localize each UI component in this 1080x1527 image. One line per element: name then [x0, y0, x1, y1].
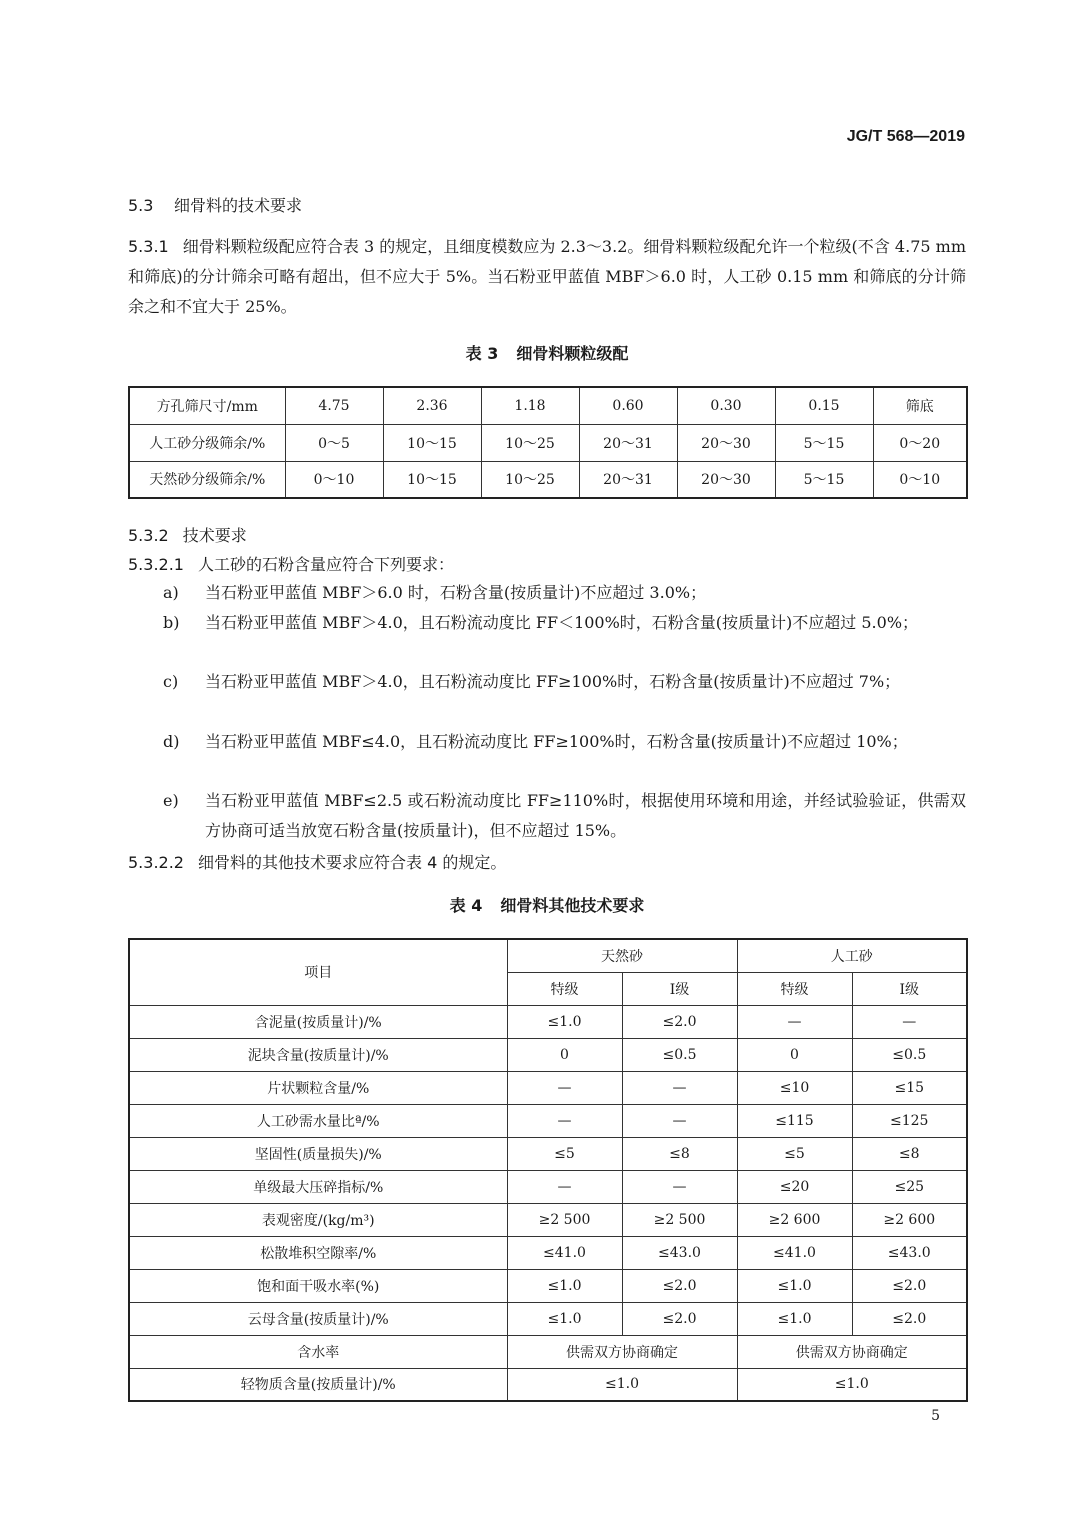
row-header-cell: 含水率: [129, 1335, 507, 1368]
table-cell: —: [622, 1104, 737, 1137]
row-header-cell: 云母含量(按质量计)/%: [129, 1302, 507, 1335]
table-row: [129, 1071, 967, 1104]
table-cell: 4.75: [285, 387, 383, 424]
table-row: [129, 424, 967, 461]
table-cell: 10～15: [383, 461, 481, 498]
list-item-text: 当石粉亚甲蓝值 MBF＞4.0，且石粉流动度比 FF≥100%时，石粉含量(按质量计)不应超过 7%；: [205, 672, 901, 691]
table-cell: ≤1.0: [507, 1269, 622, 1302]
row-header-cell: 人工砂分级筛余/%: [129, 424, 285, 461]
header-natural-sand: 天然砂: [507, 939, 737, 972]
table-cell: 20～30: [677, 461, 775, 498]
table-cell: ≤0.5: [852, 1038, 967, 1071]
list-item-label: d): [163, 732, 180, 751]
table-row: [129, 1005, 967, 1038]
header-grade: Ⅰ级: [622, 972, 737, 1005]
table-3: [128, 386, 968, 499]
table-row: [129, 1302, 967, 1335]
table-cell: —: [622, 1071, 737, 1104]
table-cell: ≤5: [737, 1137, 852, 1170]
section-5-3-2-2: [128, 850, 506, 873]
table-cell: 筛底: [873, 387, 967, 424]
table-row: [129, 1137, 967, 1170]
table-cell: 2.36: [383, 387, 481, 424]
row-header-cell: 方孔筛尺寸/mm: [129, 387, 285, 424]
list-item-text: 当石粉亚甲蓝值 MBF≤4.0，且石粉流动度比 FF≥100%时，石粉含量(按质量计)不应超过 10%；: [205, 732, 908, 751]
table-cell: ≤2.0: [852, 1302, 967, 1335]
merged-cell: 供需双方协商确定: [737, 1335, 967, 1368]
table-cell: 20～30: [677, 424, 775, 461]
table-cell: —: [622, 1170, 737, 1203]
table-cell: —: [507, 1071, 622, 1104]
row-header-cell: 坚固性(质量损失)/%: [129, 1137, 507, 1170]
row-header-cell: 饱和面干吸水率(%): [129, 1269, 507, 1302]
table-cell: —: [737, 1005, 852, 1038]
list-item: [163, 578, 966, 608]
table-cell: ≤10: [737, 1071, 852, 1104]
list-item-label: a): [163, 583, 179, 602]
table-cell: 10～25: [481, 461, 579, 498]
list-item: [163, 786, 966, 846]
clause-number: 5.3.1: [128, 237, 169, 256]
table-4-caption: [128, 893, 966, 916]
table-cell: ≤5: [507, 1137, 622, 1170]
table-cell: 10～25: [481, 424, 579, 461]
table-cell: ≤20: [737, 1170, 852, 1203]
row-header-cell: 片状颗粒含量/%: [129, 1071, 507, 1104]
table-cell: ≤41.0: [507, 1236, 622, 1269]
row-header-cell: 表观密度/(kg/m³): [129, 1203, 507, 1236]
table-row: [129, 1236, 967, 1269]
table-cell: 0～20: [873, 424, 967, 461]
clause-number: 5.3.2.1: [128, 555, 184, 574]
table-cell: ≤25: [852, 1170, 967, 1203]
clause-title: 人工砂的石粉含量应符合下列要求：: [197, 555, 454, 574]
table-4-number: 表 4: [449, 896, 483, 915]
table-cell: ≤8: [622, 1137, 737, 1170]
header-grade: 特级: [507, 972, 622, 1005]
table-cell: ≤2.0: [622, 1302, 737, 1335]
table-4-title: 细骨料其他技术要求: [500, 896, 645, 915]
clause-number: 5.3.2.2: [128, 853, 184, 872]
table-3-title: 细骨料颗粒级配: [516, 344, 629, 363]
section-5-3-2: [128, 523, 247, 546]
clause-title: 细骨料的其他技术要求应符合表 4 的规定。: [197, 853, 507, 872]
table-cell: ≤2.0: [622, 1005, 737, 1038]
row-header-cell: 天然砂分级筛余/%: [129, 461, 285, 498]
header-item: 项目: [129, 939, 507, 1005]
row-header-cell: 含泥量(按质量计)/%: [129, 1005, 507, 1038]
merged-cell: ≤1.0: [737, 1368, 967, 1401]
merged-cell: ≤1.0: [507, 1368, 737, 1401]
table-cell: 5～15: [775, 461, 873, 498]
row-header-cell: 泥块含量(按质量计)/%: [129, 1038, 507, 1071]
section-5-3-2-1: [128, 552, 454, 575]
table-cell: ≤8: [852, 1137, 967, 1170]
row-header-cell: 松散堆积空隙率/%: [129, 1236, 507, 1269]
table-row: [129, 1269, 967, 1302]
table-cell: ≥2 600: [737, 1203, 852, 1236]
row-header-cell: 单级最大压碎指标/%: [129, 1170, 507, 1203]
paragraph-5-3-1: [128, 232, 966, 322]
standard-code: JG/T 568—2019: [846, 128, 965, 145]
section-title: 细骨料的技术要求: [174, 196, 303, 215]
merged-cell: 供需双方协商确定: [507, 1335, 737, 1368]
table-cell: ≥2 600: [852, 1203, 967, 1236]
table-4: [128, 938, 968, 1402]
table-cell: 20～31: [579, 461, 677, 498]
table-cell: ≤43.0: [622, 1236, 737, 1269]
list-item-text: 当石粉亚甲蓝值 MBF≤2.5 或石粉流动度比 FF≥110%时，根据使用环境和用途，并经试验验证，供需双方协商可适当放宽石粉含量(按质量计)，但不应超过 15%。: [205, 791, 966, 840]
table-cell: 0: [737, 1038, 852, 1071]
table-row: [129, 1104, 967, 1137]
section-number: 5.3: [128, 196, 154, 215]
list-item-label: b): [163, 613, 180, 632]
table-cell: ≤15: [852, 1071, 967, 1104]
table-cell: 0～5: [285, 424, 383, 461]
list-item-label: c): [163, 672, 179, 691]
table-cell: 1.18: [481, 387, 579, 424]
table-row: [129, 1335, 967, 1368]
table-cell: ≤1.0: [507, 1302, 622, 1335]
table-cell: ≤2.0: [852, 1269, 967, 1302]
table-cell: ≤43.0: [852, 1236, 967, 1269]
table-row: [129, 1203, 967, 1236]
list-item-text: 当石粉亚甲蓝值 MBF＞4.0，且石粉流动度比 FF＜100%时，石粉含量(按质量计)不应超过 5.0%；: [205, 613, 919, 632]
table-cell: ≤41.0: [737, 1236, 852, 1269]
list-item-label: e): [163, 791, 179, 810]
list-item: [163, 667, 966, 697]
table-cell: ≤0.5: [622, 1038, 737, 1071]
page-number: 5: [931, 1408, 940, 1424]
table-cell: 0.30: [677, 387, 775, 424]
section-heading: [128, 193, 302, 216]
table-cell: ≤1.0: [737, 1302, 852, 1335]
table-row: [129, 461, 967, 498]
header-grade: 特级: [737, 972, 852, 1005]
header-grade: Ⅰ级: [852, 972, 967, 1005]
row-header-cell: 轻物质含量(按质量计)/%: [129, 1368, 507, 1401]
table-cell: ≤125: [852, 1104, 967, 1137]
table-cell: ≥2 500: [622, 1203, 737, 1236]
table-cell: ≤115: [737, 1104, 852, 1137]
table-row: [129, 1368, 967, 1401]
table-cell: ≥2 500: [507, 1203, 622, 1236]
table-cell: —: [507, 1170, 622, 1203]
table-cell: ≤1.0: [507, 1005, 622, 1038]
table-cell: ≤1.0: [737, 1269, 852, 1302]
table-row: [129, 1170, 967, 1203]
list-item: [163, 727, 966, 757]
table-cell: —: [507, 1104, 622, 1137]
clause-text: 细骨料颗粒级配应符合表 3 的规定，且细度模数应为 2.3～3.2。细骨料颗粒级配允许一个粒级(不含 4.75 mm 和筛底)的分计筛余可略有超出，但不应大于 5%。当石粉亚甲蓝值 MBF＞6.0 时，人工砂 0.15 mm 和筛底的分计筛余之和不宜大于 25%。: [128, 237, 966, 316]
table-cell: —: [852, 1005, 967, 1038]
table-cell: 0.15: [775, 387, 873, 424]
table-cell: 0.60: [579, 387, 677, 424]
table-row: [129, 1038, 967, 1071]
clause-number: 5.3.2: [128, 526, 169, 545]
table-cell: ≤2.0: [622, 1269, 737, 1302]
list-item: [163, 608, 966, 638]
table-cell: 5～15: [775, 424, 873, 461]
row-header-cell: 人工砂需水量比ª/%: [129, 1104, 507, 1137]
header-manufactured-sand: 人工砂: [737, 939, 967, 972]
table-3-caption: [128, 341, 966, 364]
clause-title: 技术要求: [182, 526, 247, 545]
table-cell: 0～10: [873, 461, 967, 498]
table-3-number: 表 3: [465, 344, 499, 363]
table-cell: 0: [507, 1038, 622, 1071]
table-cell: 20～31: [579, 424, 677, 461]
table-row: [129, 387, 967, 424]
table-cell: 10～15: [383, 424, 481, 461]
table-cell: 0～10: [285, 461, 383, 498]
list-item-text: 当石粉亚甲蓝值 MBF＞6.0 时，石粉含量(按质量计)不应超过 3.0%；: [205, 583, 707, 602]
